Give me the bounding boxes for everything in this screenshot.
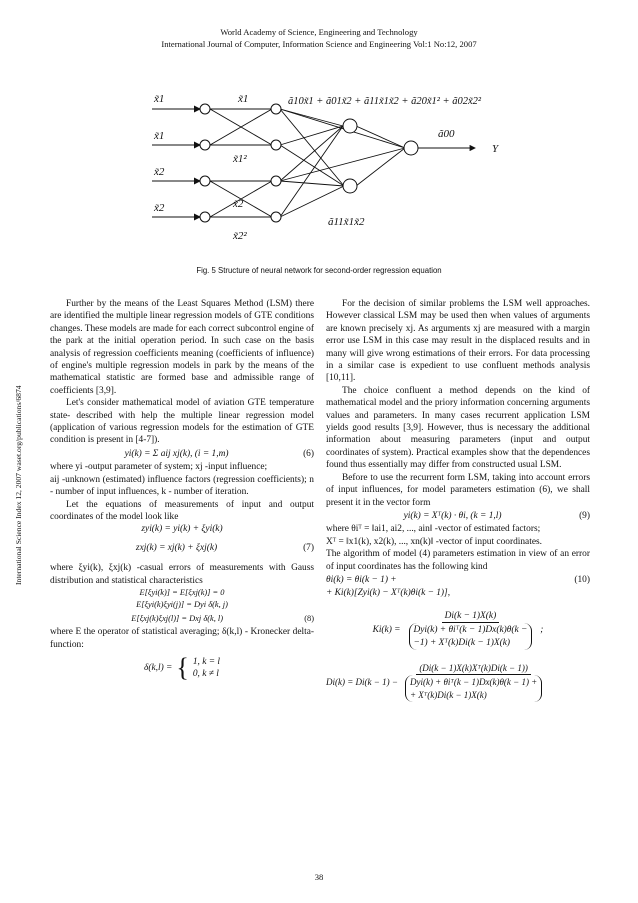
- input-node: [200, 176, 210, 186]
- sidebar-text: International Science Index 12, 2007 waset.org/publications/6874: [14, 385, 23, 585]
- input-label: x̃2: [154, 166, 165, 178]
- sum-node: [343, 179, 357, 193]
- figure-caption: Fig. 5 Structure of neural network for second-order regression equation: [196, 266, 442, 275]
- paragraph: Let's consider mathematical model of aviation GTE temperature state- described with help the multiple linear regression model (application of various regression models for the estimation of GTE condition is present in [4-7]).: [50, 398, 314, 446]
- input-label: x̃2: [154, 202, 165, 214]
- output-node: [404, 141, 418, 155]
- paragraph: Let the equations of measurements of input and output coordinates of the model look like: [50, 499, 314, 522]
- paragraph: where yi -output parameter of system; xj -input influence;: [50, 462, 268, 473]
- hidden-label: x̃1²: [233, 153, 247, 165]
- equation-7a: zyi(k) = yi(k) + ξyi(k): [141, 524, 223, 535]
- journal-header-line1: World Academy of Science, Engineering and Technology: [220, 27, 418, 37]
- paragraph: where E the operator of statistical averaging; δ(k,l) - Kronecker delta-function:: [50, 627, 314, 650]
- equation-10b: + Ki(k)[Zyi(k) − Xᵀ(k)θi(k − 1)],: [326, 588, 451, 599]
- cov-denominator-2: + Xᵀ(k)Di(k − 1)X(k): [409, 689, 487, 700]
- paragraph: The algorithm of model (4) parameters estimation in view of an error of input coordinates has the following kind: [326, 549, 590, 572]
- hidden-node: [271, 140, 281, 150]
- gain-lhs: Ki(k) =: [372, 624, 401, 635]
- hidden-node: [271, 176, 281, 186]
- input-label: x̃1: [154, 130, 165, 142]
- top-sum-label: ã10x̃1 + ã01x̃2 + ã11x̃1x̃2 + ã20x̃1² + ã02x̃2²: [288, 96, 482, 107]
- equation-6: [50, 448, 314, 460]
- cov-lhs: Di(k) = Di(k − 1) −: [326, 676, 398, 687]
- journal-header-line2: International Journal of Computer, Information Science and Engineering Vol:1 No:12, 2007: [161, 39, 477, 49]
- sum-node: [343, 119, 357, 133]
- input-node: [200, 140, 210, 150]
- paragraph: For the decision of similar problems the LSM well approaches. However classical LSM may be used then when values of arguments are known precisely xj. As arguments xj are measured with a margin error use LSM in this case may result in the displaced results and in many will give wrong estimations of their errors. For data processing in a similar case is expedient to use confluent methods analysis [10,11].: [326, 299, 590, 384]
- equation-body: yi(k) = Xᵀ(k) · θi, (k = 1,l): [403, 510, 502, 521]
- hidden-label: x̃2²: [233, 230, 247, 242]
- equation-body: yi(k) = Σ aij xj(k), (i = 1,m): [124, 448, 229, 459]
- paragraph: Xᵀ = ‖x1(k), x2(k), ..., xn(k)‖ -vector of input coordinates.: [326, 536, 542, 547]
- equation-10: [326, 574, 590, 586]
- cov-numerator: (Di(k − 1)X(k)Xᵀ(k)Di(k − 1)): [416, 662, 531, 675]
- equation-body: E[ξxj(k)ξxj(l)] = Dxj δ(k, l): [131, 613, 224, 623]
- hidden-node: [271, 104, 281, 114]
- paragraph: where θiᵀ = ‖ai1, ai2, ..., ain‖ -vector of estimated factors;: [326, 524, 541, 535]
- equation-8a: E[ξyi(k)] = E[ξxj(k)] = 0: [139, 587, 225, 597]
- equation-number: (6): [303, 448, 314, 459]
- paragraph: where ξyi(k), ξxj(k) -casual errors of measurements with Gauss distribution and statistical characteristics: [50, 563, 314, 586]
- equation-body: θi(k) = θi(k − 1) +: [326, 574, 397, 585]
- equation-9: [326, 510, 590, 522]
- hidden-label: x̃2: [233, 198, 244, 210]
- right-column: [326, 298, 590, 702]
- delta-lhs: δ(k,l) =: [143, 662, 173, 673]
- input-arrows: [152, 109, 200, 217]
- input-label: x̃1: [154, 93, 165, 105]
- paragraph: The choice confluent a method depends on the kind of mathematical model and the priory information concerning arguments values and parameters. In many cases recurrent application LSM yields good results [3,9]. However, thus is necessary the additional information about measuring parameters (input and output coordinates of system). Practical examples show that the dependences found thus essentially may differ from constructed usual LSM.: [326, 385, 590, 471]
- gain-denominator-2: −1) + Xᵀ(k)Di(k − 1)X(k): [413, 637, 511, 648]
- equation-number: (10): [574, 574, 590, 585]
- gain-numerator: Di(k − 1)X(k): [442, 610, 500, 623]
- bias-label: ã00: [438, 128, 455, 140]
- brace-icon: {: [176, 652, 189, 682]
- neural-network-figure: [120, 82, 520, 262]
- bottom-sum-label: ã11x̃1x̃2: [328, 216, 365, 228]
- page-number: 38: [314, 872, 324, 882]
- covariance-equation: [326, 662, 590, 702]
- equation-8: [50, 613, 314, 625]
- equation-number: (9): [579, 510, 590, 521]
- input-node: [200, 212, 210, 222]
- equation-number: (8): [304, 613, 314, 623]
- kronecker-delta: [50, 652, 314, 682]
- equation-8b: E[ξyi(k)ξyi(j)] = Dyi δ(k, j): [136, 600, 228, 610]
- left-column: [50, 298, 314, 681]
- hidden-node: [271, 212, 281, 222]
- output-label: Y: [492, 143, 499, 155]
- delta-case-2: 0, k ≠ l: [192, 668, 219, 679]
- delta-case-1: 1, k = l: [192, 656, 221, 667]
- equation-7: [50, 542, 314, 554]
- input-node: [200, 104, 210, 114]
- gain-denominator-1: Dyi(k) + θiᵀ(k − 1)Dx(k)θ(k −: [413, 625, 528, 636]
- equation-number: (7): [303, 542, 314, 553]
- equation-body: zxj(k) = xj(k) + ξxj(k): [135, 542, 218, 553]
- gain-equation: Ki(k) = Di(k − 1)X(k) Dyi(k) + θiᵀ(k − 1)Dx(k)θ(k − −1) + Xᵀ(k)Di(k − 1)X(k) ;: [326, 610, 590, 650]
- paragraph: Before to use the recurrent form LSM, taking into account errors of input influences, for model parameters estimation (6), we shall present it in the vector form: [326, 472, 590, 508]
- cov-denominator-1: Dyi(k) + θiᵀ(k − 1)Dx(k)θ(k − 1) +: [409, 677, 538, 688]
- paragraph: Further by the means of the Least Squares Method (LSM) there are identified the multiple linear regression models of GTE conditions changes. These models are made for each correct subcontrol engine of the park at the initial operation period. In such case on the basis analysis of regression coefficients meaning (coefficients of influence) of engine's multiple regression models in park by the means of the mathematical statistic are formed base and admissible range of coefficients [3,9].: [50, 299, 314, 396]
- paragraph: aij -unknown (estimated) influence factors (regression coefficients); n - number of input influences, k - number of iteration.: [50, 474, 314, 498]
- hidden-label: x̃1: [238, 93, 249, 105]
